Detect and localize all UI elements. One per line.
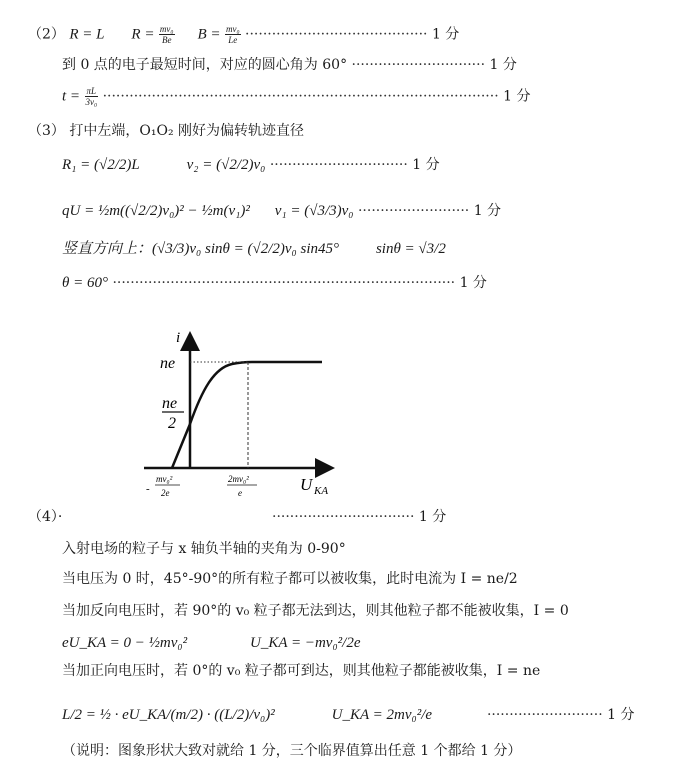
graph-curve xyxy=(172,362,322,468)
eq-u-ka-pos: U_KA = 2mv₀²/e xyxy=(331,707,433,723)
eq-vertical: 竖直方向上：(√3/3)v₀ sinθ = (√2/2)v₀ sin45° xyxy=(62,241,340,257)
part3-score3: 1 分 xyxy=(459,275,487,291)
part4-line2: 当电压为 0 时，45°-90°的所有粒子都可以被收集，此时电流为 I = ne/2 xyxy=(62,571,518,587)
part2-line2: 到 0 点的电子最短时间，对应的圆心角为 60° ······························ 1 分 xyxy=(62,57,517,73)
eq-b-lhs: B = xyxy=(197,26,221,43)
graph-pos-tick-den: e xyxy=(238,488,242,498)
eq-t-fraction: $\frac{\pi L}{\text{3v₀}}$ xyxy=(85,86,98,107)
part3-number: （3） xyxy=(28,123,65,139)
graph-ne-half-num: ne xyxy=(162,395,178,412)
part4-line1: 入射电场的粒子与 x 轴负半轴的夹角为 0-90° xyxy=(62,541,346,557)
part2-score3: 1 分 xyxy=(503,88,531,105)
graph-ne-half-den: 2 xyxy=(168,415,176,432)
part3-line5: θ = 60° ············································································· 1 分 xyxy=(62,275,487,291)
part3-line3: qU = ½m((√2/2)v₀)² − ½m(v₁)² v₁ = (√3/3)v₀ ························· 1 分 xyxy=(62,203,502,219)
part4-line0 xyxy=(28,508,62,526)
part4-note: （说明：图象形状大致对就给 1 分，三个临界值算出任意 1 个都给 1 分） xyxy=(62,743,522,759)
part3-line4 xyxy=(62,240,446,258)
part2-score1: 1 分 xyxy=(431,26,460,43)
part3-line2: R₁ = (√2/2)L v₂ = (√2/2)v₀ ······························· 1 分 xyxy=(62,157,440,173)
eq-v2: v₂ = (√2/2)v₀ xyxy=(186,157,266,173)
part4-line6: L/2 = ½ · eU_KA/(m/2) · ((L/2)/v₀)² U_KA = 2mv₀²/e ·························· 1 分 xyxy=(62,707,635,723)
part2-line1: （2） R = L R = $\frac{\text{mv₀}}{Be}$ B = $\frac{\text{mv₀}}{Le}$ ········································· 1 分 xyxy=(28,24,460,45)
current-voltage-graph xyxy=(140,328,360,508)
part4-line5: 当加正向电压时，若 0°的 v₀ 粒子都可到达，则其他粒子都能被收集，I = ne xyxy=(62,663,541,679)
eq-sin-theta: sinθ = √3/2 xyxy=(375,241,446,257)
graph-pos-tick-num: 2mv₀² xyxy=(228,474,249,484)
eq-v1: v₁ = (√3/3)v₀ xyxy=(274,203,354,219)
part2-line3: t = $\frac{\pi L}{\text{3v₀}}$ ························································································· 1 分 xyxy=(62,86,531,107)
part4-line0-score: ································ 1 分 xyxy=(272,509,447,525)
eq-theta: θ = 60° xyxy=(62,275,108,291)
part4-line3: 当加反向电压时，若 90°的 v₀ 粒子都无法到达，则其他粒子都不能被收集，I = 0 xyxy=(62,603,569,619)
part3-intro: 打中左端，O₁O₂ 刚好为偏转轨迹直径 xyxy=(69,123,305,139)
eq-half-l: L/2 = ½ · eU_KA/(m/2) · ((L/2)/v₀)² xyxy=(62,707,275,723)
eq-r-fraction: $\frac{\text{mv₀}}{Be}$ xyxy=(159,24,174,45)
eq-r-lhs: R = xyxy=(131,26,155,43)
part4-score6: 1 分 xyxy=(607,707,635,723)
graph-neg-sign: - xyxy=(146,483,150,495)
graph-neg-tick-den: 2e xyxy=(161,488,170,498)
graph-ne-label: ne xyxy=(160,355,176,372)
part3-line1 xyxy=(28,122,304,140)
eq-eu-ka: eU_KA = 0 − ½mv₀² xyxy=(62,635,188,651)
part4-number: （4）· xyxy=(28,509,63,525)
part2-number: （2） xyxy=(28,26,65,43)
graph-y-label: i xyxy=(176,330,181,346)
part2-score2: 1 分 xyxy=(489,57,517,73)
part4-score0: 1 分 xyxy=(418,509,447,525)
eq-r1: R₁ = (√2/2)L xyxy=(62,157,140,173)
part2-min-time-text: 到 0 点的电子最短时间，对应的圆心角为 60° xyxy=(62,57,348,73)
eq-b-fraction: $\frac{\text{mv₀}}{Le}$ xyxy=(225,24,240,45)
eq-energy: qU = ½m((√2/2)v₀)² − ½m(v₁)² xyxy=(62,203,250,219)
graph-neg-tick-num: mv₀² xyxy=(156,474,173,484)
graph-x-label-sub: KA xyxy=(314,485,329,497)
part3-score1: 1 分 xyxy=(412,157,440,173)
part4-line4 xyxy=(62,634,361,652)
part3-score2: 1 分 xyxy=(473,203,502,219)
eq-t-lhs: t = xyxy=(62,88,81,105)
graph-x-label: U xyxy=(300,475,313,494)
eq-r-equals-l: R = L xyxy=(69,26,105,43)
eq-u-ka-neg: U_KA = −mv₀²/2e xyxy=(250,635,361,651)
